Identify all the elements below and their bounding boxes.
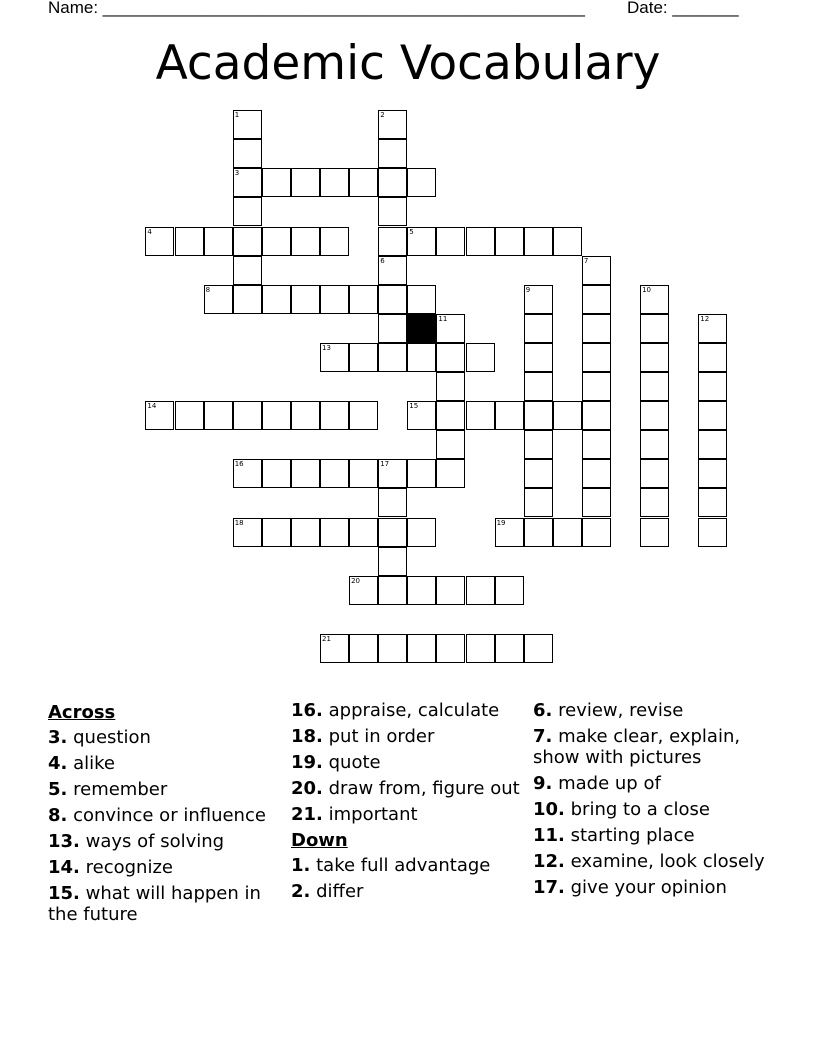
crossword-cell[interactable] xyxy=(436,314,465,343)
crossword-block xyxy=(407,314,436,343)
crossword-cell[interactable] xyxy=(582,488,611,517)
crossword-cell[interactable] xyxy=(495,518,524,547)
crossword-cell[interactable] xyxy=(378,227,407,256)
clue-text: question xyxy=(73,727,151,748)
crossword-cell[interactable] xyxy=(349,518,378,547)
crossword-cell[interactable] xyxy=(698,343,727,372)
clue-number: 10. xyxy=(533,799,565,820)
crossword-cell[interactable] xyxy=(466,401,495,430)
clue-across-15 xyxy=(48,883,280,925)
clue-text: what will happen in the future xyxy=(48,883,261,925)
down-heading: Down xyxy=(291,830,348,851)
crossword-cell[interactable] xyxy=(378,488,407,517)
crossword-cell[interactable] xyxy=(407,227,436,256)
clue-number-label: 13 xyxy=(322,343,331,352)
crossword-cell[interactable] xyxy=(524,459,553,488)
crossword-cell[interactable] xyxy=(233,139,262,168)
crossword-cell[interactable] xyxy=(436,576,465,605)
crossword-cell[interactable] xyxy=(204,227,233,256)
clues-column-1 xyxy=(48,700,280,930)
crossword-cell[interactable] xyxy=(698,518,727,547)
clue-number: 5. xyxy=(48,779,68,800)
clue-down-17 xyxy=(533,877,765,898)
clue-number-label: 8 xyxy=(205,285,211,294)
crossword-cell[interactable] xyxy=(466,634,495,663)
clue-number: 11. xyxy=(533,825,565,846)
clue-text: starting place xyxy=(570,825,695,846)
crossword-cell[interactable] xyxy=(349,459,378,488)
crossword-cell[interactable] xyxy=(407,576,436,605)
clue-down-10 xyxy=(533,799,765,820)
crossword-cell[interactable] xyxy=(640,314,669,343)
crossword-cell[interactable] xyxy=(466,343,495,372)
crossword-cell[interactable] xyxy=(524,488,553,517)
crossword-cell[interactable] xyxy=(262,459,291,488)
clue-number-label: 11 xyxy=(438,314,448,323)
crossword-cell[interactable] xyxy=(349,168,378,197)
crossword-cell[interactable] xyxy=(436,430,465,459)
across-heading: Across xyxy=(48,702,116,723)
crossword-cell[interactable] xyxy=(378,459,407,488)
clue-number: 3. xyxy=(48,727,68,748)
clue-number: 15. xyxy=(48,883,80,904)
clue-text: take full advantage xyxy=(316,855,491,876)
crossword-cell[interactable] xyxy=(582,343,611,372)
clue-number: 14. xyxy=(48,857,80,878)
crossword-cell[interactable] xyxy=(175,401,204,430)
crossword-cell[interactable] xyxy=(553,401,582,430)
crossword-cell[interactable] xyxy=(640,459,669,488)
crossword-cell[interactable] xyxy=(378,634,407,663)
clue-number: 7. xyxy=(533,726,553,747)
crossword-cell[interactable] xyxy=(640,285,669,314)
clue-number-label: 3 xyxy=(234,169,240,178)
crossword-cell[interactable] xyxy=(378,518,407,547)
clue-text: made up of xyxy=(558,773,661,794)
crossword-cell[interactable] xyxy=(407,401,436,430)
crossword-cell[interactable] xyxy=(233,401,262,430)
crossword-cell[interactable] xyxy=(495,227,524,256)
clue-number-label: 4 xyxy=(147,227,152,236)
crossword-cell[interactable] xyxy=(582,430,611,459)
crossword-cell[interactable] xyxy=(320,401,349,430)
crossword-cell[interactable] xyxy=(378,197,407,226)
crossword-cell[interactable] xyxy=(262,168,291,197)
clue-number-label: 17 xyxy=(380,460,390,469)
crossword-cell[interactable] xyxy=(378,139,407,168)
clue-number: 6. xyxy=(533,700,553,721)
clue-text: give your opinion xyxy=(570,877,727,898)
crossword-cell[interactable] xyxy=(349,343,378,372)
crossword-cell[interactable] xyxy=(524,372,553,401)
clue-down-11 xyxy=(533,825,765,846)
crossword-cell[interactable] xyxy=(291,518,320,547)
clue-text: important xyxy=(328,804,418,825)
crossword-cell[interactable] xyxy=(640,343,669,372)
clue-number: 21. xyxy=(291,804,323,825)
date-line: Date: _______ xyxy=(627,0,739,17)
clue-number: 18. xyxy=(291,726,323,747)
crossword-cell[interactable] xyxy=(378,314,407,343)
crossword-cell[interactable] xyxy=(582,459,611,488)
clue-down-12 xyxy=(533,851,765,872)
crossword-cell[interactable] xyxy=(233,227,262,256)
crossword-cell[interactable] xyxy=(553,518,582,547)
crossword-cell[interactable] xyxy=(378,576,407,605)
crossword-cell[interactable] xyxy=(407,634,436,663)
clue-number: 20. xyxy=(291,778,323,799)
crossword-cell[interactable] xyxy=(407,168,436,197)
clue-text: examine, look closely xyxy=(570,851,765,872)
clue-number: 9. xyxy=(533,773,553,794)
crossword-cell[interactable] xyxy=(175,227,204,256)
crossword-cell[interactable] xyxy=(524,314,553,343)
clue-text: differ xyxy=(316,881,364,902)
crossword-cell[interactable] xyxy=(262,227,291,256)
clue-number-label: 1 xyxy=(234,111,240,120)
clue-across-18 xyxy=(291,726,523,747)
clue-number-label: 20 xyxy=(351,576,361,585)
clue-number-label: 2 xyxy=(380,111,385,120)
clue-number: 19. xyxy=(291,752,323,773)
clue-number-label: 18 xyxy=(234,518,244,527)
crossword-cell[interactable] xyxy=(320,168,349,197)
crossword-cell[interactable] xyxy=(320,227,349,256)
crossword-cell[interactable] xyxy=(407,343,436,372)
clue-text: make clear, explain, show with pictures xyxy=(533,726,741,768)
clue-number-label: 9 xyxy=(525,285,531,294)
clue-down-1 xyxy=(291,855,523,876)
clue-number: 13. xyxy=(48,831,80,852)
clue-down-6 xyxy=(533,700,765,721)
crossword-cell[interactable] xyxy=(553,227,582,256)
crossword-cell[interactable] xyxy=(524,401,553,430)
crossword-cell[interactable] xyxy=(640,518,669,547)
crossword-cell[interactable] xyxy=(378,110,407,139)
clue-text: appraise, calculate xyxy=(328,700,500,721)
clue-number-label: 15 xyxy=(409,402,419,411)
clue-down-7 xyxy=(533,726,765,768)
clue-text: convince or influence xyxy=(73,805,266,826)
crossword-cell[interactable] xyxy=(582,401,611,430)
clue-across-13 xyxy=(48,831,280,852)
crossword-cell[interactable] xyxy=(233,285,262,314)
clue-number-label: 14 xyxy=(147,402,157,411)
crossword-cell[interactable] xyxy=(145,227,174,256)
page-title: Academic Vocabulary xyxy=(155,36,661,91)
clue-number-label: 7 xyxy=(583,256,589,265)
clue-across-16 xyxy=(291,700,523,721)
crossword-cell[interactable] xyxy=(291,401,320,430)
crossword-cell[interactable] xyxy=(640,372,669,401)
clue-number-label: 10 xyxy=(642,285,652,294)
crossword-cell[interactable] xyxy=(291,227,320,256)
crossword-cell[interactable] xyxy=(407,459,436,488)
clue-text: alike xyxy=(73,753,115,774)
clue-across-3 xyxy=(48,727,280,748)
crossword-cell[interactable] xyxy=(582,256,611,285)
crossword-cell[interactable] xyxy=(640,430,669,459)
crossword-cell[interactable] xyxy=(524,343,553,372)
crossword-cell[interactable] xyxy=(291,285,320,314)
clue-down-9 xyxy=(533,773,765,794)
crossword-cell[interactable] xyxy=(524,518,553,547)
clue-number-label: 19 xyxy=(496,518,506,527)
crossword-cell[interactable] xyxy=(524,227,553,256)
clue-number-label: 21 xyxy=(322,634,331,643)
crossword-cell[interactable] xyxy=(320,343,349,372)
crossword-cell[interactable] xyxy=(291,168,320,197)
clue-number: 16. xyxy=(291,700,323,721)
clues-column-3 xyxy=(533,700,765,903)
crossword-cell[interactable] xyxy=(349,401,378,430)
crossword-cell[interactable] xyxy=(698,488,727,517)
clue-text: bring to a close xyxy=(570,799,710,820)
crossword-cell[interactable] xyxy=(378,285,407,314)
crossword-cell[interactable] xyxy=(262,518,291,547)
crossword-cell[interactable] xyxy=(262,401,291,430)
crossword-cell[interactable] xyxy=(698,314,727,343)
clues-column-2 xyxy=(291,700,523,907)
clue-text: recognize xyxy=(85,857,173,878)
clue-number-label: 5 xyxy=(409,227,414,236)
crossword-cell[interactable] xyxy=(233,197,262,226)
clue-across-8 xyxy=(48,805,280,826)
crossword-cell[interactable] xyxy=(436,459,465,488)
crossword-cell[interactable] xyxy=(698,430,727,459)
clue-across-19 xyxy=(291,752,523,773)
crossword-cell[interactable] xyxy=(145,401,174,430)
clue-number: 12. xyxy=(533,851,565,872)
clue-text: quote xyxy=(328,752,381,773)
clue-number: 8. xyxy=(48,805,68,826)
clue-number: 1. xyxy=(291,855,311,876)
crossword-cell[interactable] xyxy=(582,285,611,314)
crossword-cell[interactable] xyxy=(349,634,378,663)
clue-text: review, revise xyxy=(558,700,684,721)
crossword-cell[interactable] xyxy=(233,459,262,488)
clue-number-label: 6 xyxy=(380,256,385,265)
clue-text: remember xyxy=(73,779,168,800)
clue-number: 17. xyxy=(533,877,565,898)
clue-across-14 xyxy=(48,857,280,878)
crossword-cell[interactable] xyxy=(436,372,465,401)
clue-text: put in order xyxy=(328,726,435,747)
crossword-cell[interactable] xyxy=(233,518,262,547)
crossword-cell[interactable] xyxy=(582,314,611,343)
crossword-cell[interactable] xyxy=(524,634,553,663)
clue-across-20 xyxy=(291,778,523,799)
crossword-cell[interactable] xyxy=(349,285,378,314)
name-line: Name: ___________________________________________________ xyxy=(48,0,585,17)
crossword-cell[interactable] xyxy=(320,285,349,314)
crossword-cell[interactable] xyxy=(466,576,495,605)
crossword-cell[interactable] xyxy=(262,285,291,314)
crossword-cell[interactable] xyxy=(204,285,233,314)
clue-down-2 xyxy=(291,881,523,902)
crossword-cell[interactable] xyxy=(320,518,349,547)
crossword-cell[interactable] xyxy=(698,372,727,401)
crossword-cell[interactable] xyxy=(698,459,727,488)
crossword-cell[interactable] xyxy=(436,227,465,256)
clue-text: draw from, figure out xyxy=(328,778,520,799)
crossword-cell[interactable] xyxy=(495,401,524,430)
clue-across-21 xyxy=(291,804,523,825)
crossword-cell[interactable] xyxy=(378,168,407,197)
clue-number-label: 16 xyxy=(234,460,244,469)
crossword-cell[interactable] xyxy=(436,401,465,430)
crossword-cell[interactable] xyxy=(582,518,611,547)
crossword-cell[interactable] xyxy=(407,285,436,314)
crossword-cell[interactable] xyxy=(378,256,407,285)
clue-text: ways of solving xyxy=(85,831,225,852)
crossword-cell[interactable] xyxy=(495,634,524,663)
clue-across-4 xyxy=(48,753,280,774)
crossword-cell[interactable] xyxy=(466,227,495,256)
crossword-cell[interactable] xyxy=(582,372,611,401)
crossword-cell[interactable] xyxy=(495,576,524,605)
crossword-cell[interactable] xyxy=(407,518,436,547)
crossword-cell[interactable] xyxy=(436,634,465,663)
crossword-cell[interactable] xyxy=(524,430,553,459)
crossword-cell[interactable] xyxy=(378,343,407,372)
crossword-cell[interactable] xyxy=(291,459,320,488)
crossword-cell[interactable] xyxy=(640,488,669,517)
crossword-cell[interactable] xyxy=(436,343,465,372)
crossword-cell[interactable] xyxy=(524,285,553,314)
clue-across-5 xyxy=(48,779,280,800)
crossword-cell[interactable] xyxy=(349,576,378,605)
clue-number-label: 12 xyxy=(700,314,710,323)
crossword-cell[interactable] xyxy=(698,401,727,430)
crossword-cell[interactable] xyxy=(378,547,407,576)
crossword-cell[interactable] xyxy=(233,256,262,285)
clue-number: 4. xyxy=(48,753,68,774)
crossword-cell[interactable] xyxy=(204,401,233,430)
crossword-cell[interactable] xyxy=(233,168,262,197)
clue-number: 2. xyxy=(291,881,311,902)
crossword-cell[interactable] xyxy=(233,110,262,139)
crossword-cell[interactable] xyxy=(640,401,669,430)
crossword-cell[interactable] xyxy=(320,459,349,488)
crossword-cell[interactable] xyxy=(320,634,349,663)
